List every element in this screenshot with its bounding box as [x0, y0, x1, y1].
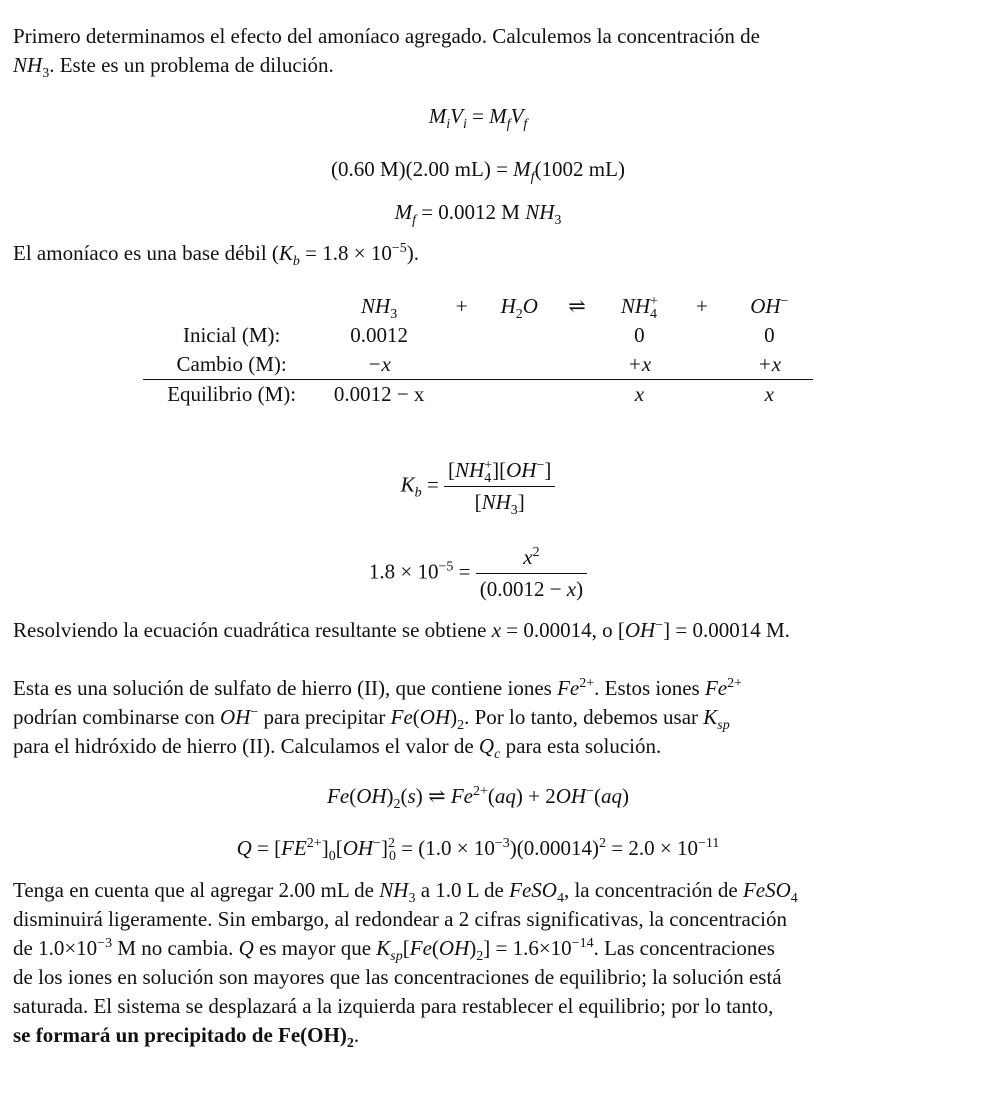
ice-row-change [143, 350, 813, 380]
dilution-eq2-right: (1002 mL) [534, 157, 625, 181]
conclusion-text: = 1.6×10 [490, 936, 572, 960]
intro-paragraph [13, 22, 943, 80]
conclusion-text: de los iones en solución son mayores que las concentraciones de equilibrio; la solución está [13, 965, 782, 989]
iron-text: . Por lo tanto, debemos usar [464, 705, 704, 729]
ice-header-plus2: + [695, 294, 708, 318]
conclusion-bold-text: se formará un precipitado de Fe(OH) [13, 1023, 347, 1047]
ice-cell: x [726, 380, 813, 410]
ice-cell: 0 [634, 323, 645, 347]
conclusion-text: . Las concentraciones [593, 936, 775, 960]
conclusion-exp: −3 [97, 936, 113, 951]
nh3-symbol: NH [13, 53, 43, 77]
q-exp1: −3 [494, 836, 510, 851]
dissolution-equation: $Fe(OH)_2(s)$ ⇌ $Fe^{2+}(aq) + 2OH^-(aq)$ [327, 784, 629, 813]
conclusion-text: es mayor que [253, 936, 377, 960]
iron-text: podrían combinarse con [13, 705, 221, 729]
kb-expression: $K_b$ = $\frac{[NH_4^+][OH^-]}{[NH_3]}$ [0, 458, 956, 515]
weak-base-text: El amoníaco es una base débil ( [13, 241, 279, 265]
iron-text: Esta es una solución de sulfato de hierro (II), que contiene iones [13, 676, 558, 700]
weak-base-line: El amoníaco es una base débil $(K_b = 1.8 \times 10^{-5})$. [13, 241, 420, 270]
conclusion-text: M no cambia. [112, 936, 239, 960]
kb-numeric-exp: −5 [438, 559, 454, 575]
kb-fraction: $\frac{[NH_4^+][OH^-]}{[NH_3]}$ [444, 458, 555, 515]
ice-cell: +x [627, 352, 652, 376]
conclusion-text: a 1.0 L de [415, 878, 510, 902]
q-exp3: −11 [697, 836, 720, 851]
ice-header-arrow: ⇌ [568, 294, 586, 318]
conclusion-exp: −14 [571, 936, 594, 951]
nh3-sub: 3 [42, 66, 50, 82]
ice-cell: 0.0012 [350, 323, 408, 347]
ice-cell: 0 [764, 323, 775, 347]
ice-header-row [143, 292, 813, 321]
ice-header-oh: OH− [750, 294, 789, 318]
ice-cell: 0.0012 − x [320, 380, 438, 410]
kb-numeric-fraction: $\frac{x^2}{(0.0012 - x)}$ [476, 545, 587, 602]
conclusion-end: . [353, 1023, 360, 1047]
solve-line: Resolviendo la ecuación cuadrática resultante se obtiene x = 0.00014, o [OH−] = 0.00014 M. [13, 618, 790, 642]
q-value3: = 2.0 × 10 [606, 836, 698, 860]
ice-row-equilibrium [143, 380, 813, 410]
solve-x-value: = 0.00014, o [501, 618, 618, 642]
ice-header-nh4: $NH_4^+$ [620, 294, 658, 323]
ice-header-h2o: $H_2O$ [500, 294, 538, 323]
ice-label: Inicial (M): [182, 323, 281, 347]
solve-oh-value: = 0.00014 M. [670, 618, 790, 642]
conclusion-text: Tenga en cuenta que al agregar 2.00 mL de [13, 878, 380, 902]
ice-label: Cambio (M): [176, 352, 287, 376]
iron-text: . Estos iones [594, 676, 705, 700]
q-value1: (1.0 × 10 [418, 836, 495, 860]
iron-text: para precipitar [258, 705, 391, 729]
conclusion-bold [13, 1023, 354, 1052]
q-equation: $Q = [FE^{2+}]_0[OH^-]^2_0 = (1.0 \times 10^{-3})(0.00014)^2 = 2.0 \times 10^{-11}$ [236, 836, 720, 865]
ice-table [143, 292, 813, 409]
dilution-eq3-value: = 0.0012 M [415, 200, 526, 224]
conclusion-text: saturada. El sistema se desplazará a la izquierda para restablecer el equilibrio; por lo tanto, [13, 994, 774, 1018]
intro-line2: . Este es un problema de dilución. [49, 53, 334, 77]
ice-header-plus1: + [455, 294, 468, 318]
kb-numeric-lhs: 1.8 × 10 [368, 559, 439, 584]
q-value2: )(0.00014) [509, 836, 600, 860]
dilution-eq2-left: (0.60 M)(2.00 mL) = [331, 157, 514, 181]
dilution-eq2: (0.60 M)(2.00 $mL) = M_f(1002$ mL) [331, 157, 625, 186]
kb-exponent: −5 [391, 241, 407, 256]
kb-value: = 1.8 × 10 [299, 241, 392, 265]
iron-paragraph: Esta es una solución de sulfato de hierro (II), que contiene iones $Fe^{2+}$. Estos iones $Fe^{2+}$ podrían combinarse con OH− para precipitar $Fe(OH)_2$. Por lo tanto, debemos usar $K_{sp}$ para el hidróxido de hierro (II). Calculamos el valor de $Q_c$ para esta solución. [13, 676, 743, 763]
ice-row-initial [143, 321, 813, 350]
solve-text: Resolviendo la ecuación cuadrática resultante se obtiene [13, 618, 492, 642]
conclusion-paragraph: Tenga en cuenta que al agregar 2.00 mL de $NH_3$ a 1.0 L de FeSO$_4$, la concentración de FeSO$_4$ disminuirá ligeramente. Sin embargo, al redondear a 2 cifras significativas, la concentración de $1.0\times 10^{-3}$ M no cambia. Q es mayor que $K_{sp}[Fe(OH)_2] = 1.6\times 10^{-14}$. Las concentraciones de los iones en solución son mayores que las concentraciones de equilibrio; la solución está saturada. El sistema se desplazará a la izquierda para restablecer el equilibrio; por lo tanto, se formará un precipitado de $Fe(OH)_2$. [13, 878, 798, 1052]
intro-line1: Primero determinamos el efecto del amoníaco agregado. Calculemos la concentración de [13, 24, 760, 48]
dilution-eq3: $M_f = 0.0012$ M $NH_3$ [394, 200, 562, 229]
kb-numeric: $1.8 \times 10^{-5}$ = $\frac{x^2}{(0.0012 - x)}$ [0, 545, 956, 602]
weak-base-end: ). [406, 241, 420, 265]
conclusion-text: disminuirá ligeramente. Sin embargo, al redondear a 2 cifras significativas, la concentración [13, 907, 787, 931]
ice-header-nh3: $NH_3$ [361, 294, 398, 323]
ice-cell: −x [367, 352, 391, 376]
ice-cell: x [601, 380, 678, 410]
conclusion-text: , la concentración de [563, 878, 743, 902]
iron-text: para el hidróxido de hierro (II). Calculamos el valor de [13, 734, 479, 758]
iron-text: para esta solución. [500, 734, 662, 758]
ice-cell: +x [757, 352, 782, 376]
ice-label: Equilibrio (M): [143, 380, 320, 410]
conclusion-text: de 1.0×10 [13, 936, 98, 960]
conclusion-bold-sub: 2 [346, 1036, 354, 1052]
dilution-eq1: $M_iV_i = M_fV_f$ [428, 104, 528, 133]
